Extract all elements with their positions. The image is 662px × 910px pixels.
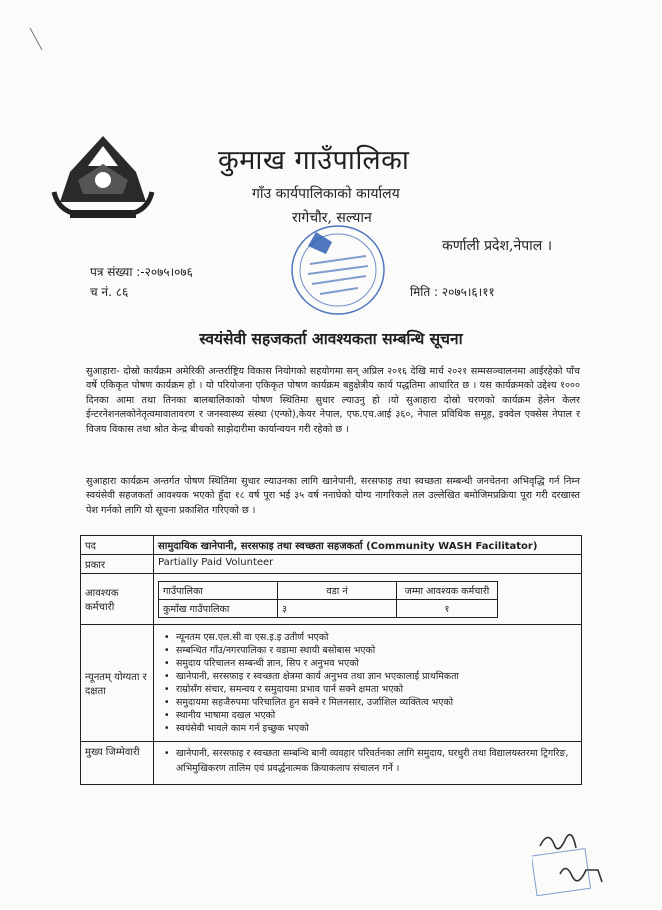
- type-value: Partially Paid Volunteer: [154, 555, 582, 574]
- responsibility-label: मुख्य जिम्मेवारी: [81, 742, 154, 785]
- letter-date: मिति : २०७५।६।११: [410, 285, 495, 299]
- list-item: • न्यूनतम एस.एल.सी वा एस.इ.इ उतीर्ण भएको: [176, 631, 577, 644]
- requirement-table: [158, 581, 498, 618]
- qualification-list: [158, 631, 577, 735]
- office-location: रागेचौर, सल्यान: [292, 210, 372, 226]
- letter-number: पत्र संख्या :-२०७५।०७६: [90, 265, 193, 279]
- table-row: [81, 536, 582, 555]
- qualification-cell: [154, 625, 582, 742]
- type-label: प्रकार: [81, 555, 154, 574]
- intro-paragraph: सुआहारा- दोस्रो कार्यक्रम अमेरिकी अन्तर्राष्ट्रिय विकास नियोगको सहयोगमा सन् अप्रिल २०१६ देखि मार्च २०२१ सम्मसञ्चालनमा आईरहेको पाँच वर्षे एकिकृत पोषण कार्यक्रम हो । यो परियोजना एकिकृत पोषण कार्यक्रम बहुक्षेत्रीय कार्य पद्धतिमा आधारित छ । यस कार्यक्रमको उद्देश्य १००० दिनका आमा तथा तिनका बालबालिकाको पोषण स्थितिमा सुधार ल्याउनु हो ।यो सुआहारा दोस्रो चरणको कार्यक्रम हेलेन केलर ईन्टरनेशनलकोनेतृत्वमावातावरण र जनस्वास्थ्य संस्था (एन्फो),केयर नेपाल, एफ.एच.आई ३६०, नेपाल प्रविधिक समूह, इक्वेल एक्सेस नेपाल र विजय विकास तथा श्रोत केन्द्र बीचको साझेदारीमा कार्यान्वयन गरी रहेको छ ।: [86, 366, 580, 435]
- qualification-label: न्यूनतम् योग्यता र दक्षता: [81, 625, 154, 742]
- requirement-label: आवश्यक कर्मचारी: [81, 574, 154, 625]
- signature: [532, 826, 622, 896]
- table-row: [159, 600, 498, 618]
- responsibility-cell: [154, 742, 582, 785]
- list-item: • स्वयंसेवी भावले काम गर्न इच्छुक भएको: [176, 722, 577, 735]
- post-value: सामुदायिक खानेपानी, सरसफाइ तथा स्वच्छता सहजकर्ता (Community WASH Facilitator): [154, 536, 582, 555]
- list-item: • स्थानीय भाषामा दखल भएको: [176, 709, 577, 722]
- responsibility-list: [158, 746, 577, 776]
- post-label: पद: [81, 536, 154, 555]
- list-item: • राम्रोसँग संचार, समन्वय र समुदायमा प्रभाव पार्न सक्ने क्षमता भएको: [176, 683, 577, 696]
- table-cell: कुमाँख गाउँपालिका: [159, 600, 278, 618]
- requirement-cell: [154, 574, 582, 625]
- table-row: [81, 742, 582, 785]
- column-header: वडा नं: [278, 582, 397, 600]
- list-item: • खानेपानी, सरसफाइ र स्वच्छता क्षेत्रमा कार्य अनुभव तथा ज्ञान भएकालाई प्राथमिकता: [176, 670, 577, 683]
- table-row: [81, 555, 582, 574]
- vacancy-table: [80, 535, 582, 785]
- table-cell: १: [397, 600, 498, 618]
- table-row: [81, 574, 582, 625]
- corner-pen-mark: [28, 26, 48, 52]
- column-header: गाउँपालिका: [159, 582, 278, 600]
- list-item: • समुदायमा सहजैरुपमा परिचालित हुन सक्ने र मिलनसार, उर्जाशिल व्यक्तित्व भएको: [176, 696, 577, 709]
- province-name: कर्णाली प्रदेश,नेपाल ।: [442, 238, 553, 254]
- office-stamp: [286, 220, 390, 320]
- list-item: • सम्बन्धित गाँउ/नगरपालिका र वडामा स्थायी बसोबास भएको: [176, 644, 577, 657]
- dispatch-number: च नं. ८६: [90, 285, 129, 299]
- table-row: [81, 625, 582, 742]
- list-item: • समुदाय परिचालन सम्बन्धी ज्ञान, सिप र अनुभव भएको: [176, 657, 577, 670]
- table-cell: ३: [278, 600, 397, 618]
- office-name: गाँउ कार्यपालिकाको कार्यालय: [252, 186, 400, 202]
- table-row: [159, 582, 498, 600]
- column-header: जम्मा आवश्यक कर्मचारी: [397, 582, 498, 600]
- municipality-title: कुमाख गाउँपालिका: [218, 145, 410, 176]
- list-item: • खानेपानी, सरसफाइ र स्वच्छता सम्बन्धि बानी व्यवहार परिवर्तनका लागि समुदाय, घरधुरी तथा विद्यालयस्तरमा ट्रिगरिङ, अभिमुखिकरण तालिम एवं प्रवर्द्धनात्मक क्रियाकलाप संचालन गर्ने ।: [176, 746, 577, 776]
- purpose-paragraph: सुआहारा कार्यक्रम अन्तर्गत पोषण स्थितिमा सुधार ल्याउनका लागि खानेपानी, सरसफाइ तथा स्वच्छता सम्बन्धी जनचेतना अभिवृद्धि गर्न निम्न स्वयंसेवी सहजकर्ता आवश्यक भएको हुँदा १८ वर्ष पूरा भई ३५ वर्ष ननाघेको योग्य नागरिकले तल उल्लेखित बमोजिमप्रक्रिया पूरा गरी दरखास्त पेश गर्नको लागि यो सूचना प्रकाशित गरिएको छ ।: [86, 476, 580, 516]
- notice-title: स्वयंसेवी सहजकर्ता आवश्यकता सम्बन्धि सूचना: [199, 330, 463, 348]
- government-emblem-logo: [48, 132, 158, 222]
